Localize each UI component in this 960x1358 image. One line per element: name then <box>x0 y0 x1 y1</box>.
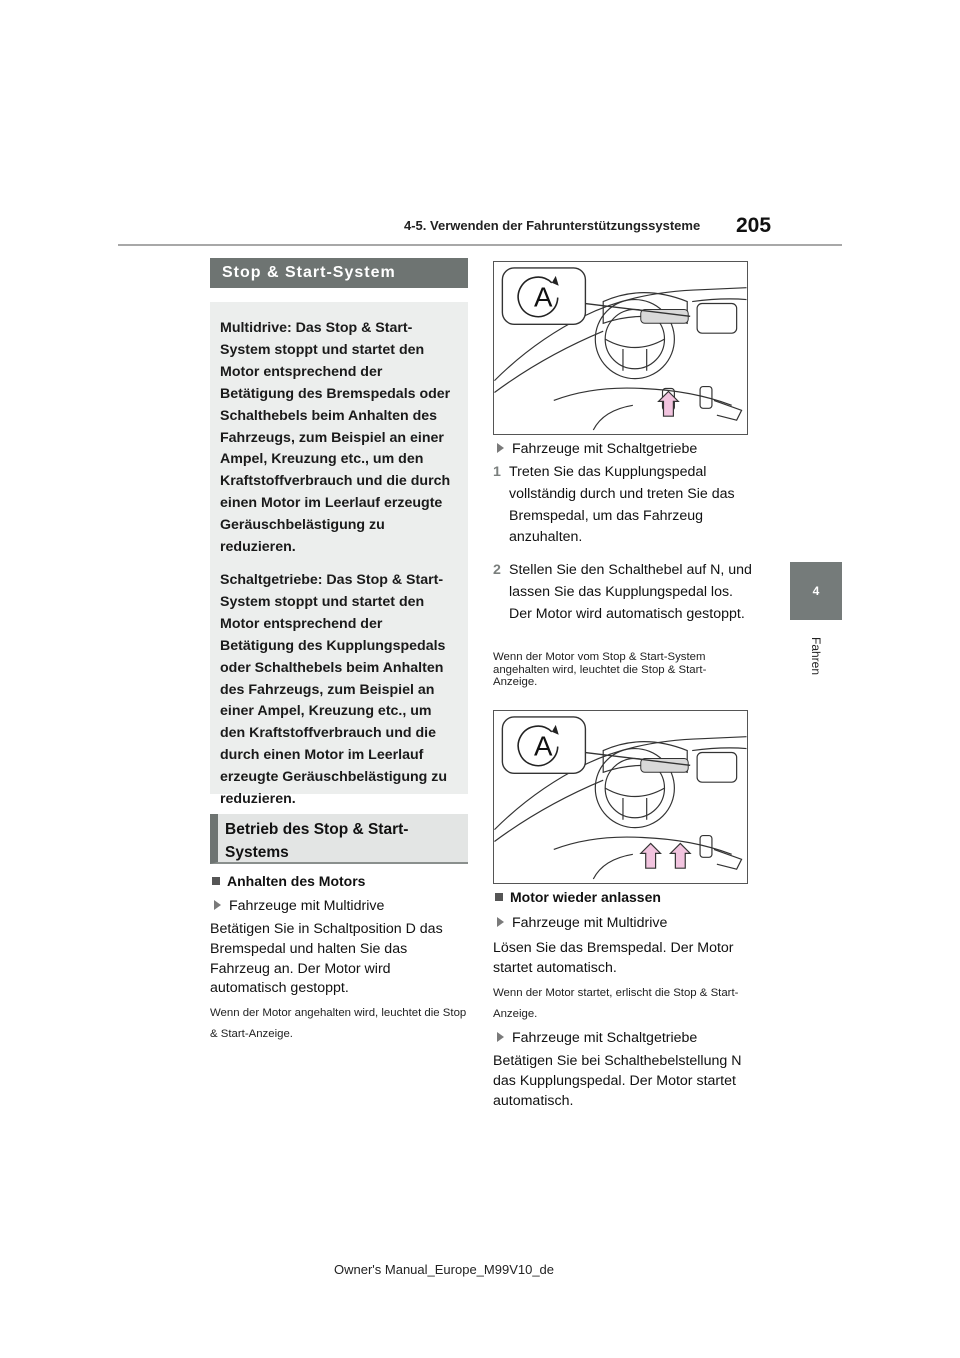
illustration-two-pedals <box>493 710 748 884</box>
dashboard-illustration-1 <box>494 262 747 434</box>
restart-manual-label-text: Fahrzeuge mit Schaltgetriebe <box>512 1030 698 1046</box>
step-number: 1 <box>493 464 501 480</box>
step-2 <box>493 560 755 625</box>
intro-multidrive: Multidrive: Das Stop & Start-System stoppt und startet den Motor entsprechend der Betätigung des Bremspedals oder Schalthebels beim Anhalten des Fahrzeugs, zum Beispiel an einer Ampel, Kreuzung etc., um den Kraftstoffverbrauch und die durch einen Motor im Leerlauf erzeugte Geräuschbelästigung zu reduzieren. <box>220 320 451 556</box>
restart-note: Wenn der Motor startet, erlischt die Stop & Start-Anzeige. <box>493 987 739 1020</box>
restart-multidrive-label <box>497 915 667 931</box>
restart-heading-text: Motor wieder anlassen <box>510 889 661 905</box>
manual-label-text: Fahrzeuge mit Schaltgetriebe <box>512 441 698 457</box>
restart-manual-label <box>497 1030 697 1046</box>
illus-label-a: A <box>534 730 553 762</box>
intro-box <box>210 302 468 808</box>
chapter-label-text: Fahren <box>809 636 823 676</box>
main-title: Stop & Start-System <box>210 258 468 288</box>
square-bullet-icon <box>212 877 220 885</box>
restart-heading <box>495 889 661 905</box>
stop-heading <box>212 873 365 889</box>
manual-steps <box>493 462 755 626</box>
step-text: Treten Sie das Kupplungspedal vollständig durch und treten Sie das Bremspedal, um das Fahrzeug anzuhalten. <box>509 464 735 546</box>
illus-label-a: A <box>534 281 553 313</box>
stop-heading-text: Anhalten des Motors <box>227 873 366 889</box>
step-number: 2 <box>493 562 501 579</box>
triangle-bullet-icon <box>497 443 504 453</box>
pedal-arrow-icon <box>670 843 690 868</box>
chapter-label <box>790 626 842 686</box>
chapter-tab[interactable]: 4 <box>790 562 842 620</box>
square-bullet-icon <box>495 893 503 901</box>
stop-note: Wenn der Motor vom Stop & Start-System angehalten wird, leuchtet die Stop & Start-Anzeige. <box>493 651 707 688</box>
manual-label <box>497 441 697 457</box>
step-1 <box>493 462 755 549</box>
subtitle-heading: Betrieb des Stop & Start-Systems <box>210 814 468 864</box>
page-number: 205 <box>736 214 772 237</box>
restart-multidrive-text: Lösen Sie das Bremspedal. Der Motor startet automatisch. <box>493 940 734 976</box>
multidrive-label-text: Fahrzeuge mit Multidrive <box>229 898 385 914</box>
intro-manual: Schaltgetriebe: Das Stop & Start-System stoppt und startet den Motor entsprechend der Betätigung des Kupplungspedals oder Schalthebels beim Anhalten des Fahrzeugs, zum Beispiel an einer Ampel, Kreuzung etc., um den Kraftstoffverbrauch und die durch einen Motor im Leerlauf erzeugte Geräuschbelästigung zu reduzieren. <box>220 571 448 808</box>
restart-multidrive-label-text: Fahrzeuge mit Multidrive <box>512 915 668 931</box>
triangle-bullet-icon <box>497 917 504 927</box>
triangle-bullet-icon <box>214 900 221 910</box>
triangle-bullet-icon <box>497 1032 504 1042</box>
multidrive-label <box>214 898 384 914</box>
step-text: Stellen Sie den Schalthebel auf N, und lassen Sie das Kupplungspedal los. Der Motor wird automatisch gestoppt. <box>509 562 752 622</box>
footer-text: Owner's Manual_Europe_M99V10_de <box>334 1262 555 1277</box>
pedal-arrow-icon <box>659 391 679 416</box>
illustration-single-pedal <box>493 261 748 435</box>
restart-manual-text: Betätigen Sie bei Schalthebelstellung N das Kupplungspedal. Der Motor startet automatisch. <box>493 1053 742 1109</box>
pedal-arrow-icon <box>641 843 661 868</box>
multidrive-note: Wenn der Motor angehalten wird, leuchtet die Stop & Start-Anzeige. <box>210 1007 467 1040</box>
dashboard-illustration-2 <box>494 711 747 883</box>
section-header: 4-5. Verwenden der Fahrunterstützungssysteme <box>404 218 701 233</box>
multidrive-text: Betätigen Sie in Schaltposition D das Bremspedal und halten Sie das Fahrzeug an. Der Motor wird automatisch gestoppt. <box>210 921 443 997</box>
header-divider <box>118 244 842 246</box>
